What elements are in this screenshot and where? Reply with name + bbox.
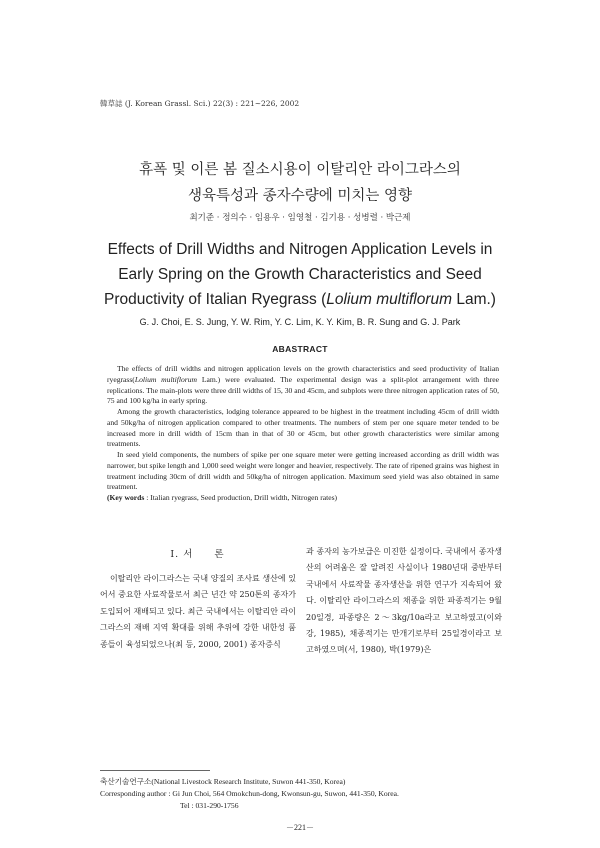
abstract-paragraph-3: In seed yield components, the numbers of spike per one square meter were getting increased according as drill width was narrower, but spike length and 1,000 seed weight were longer and heavier, respectively. The rate of ripened grains was highest in treatment including 30cm of drill width and 50kg/ha of nitrogen application. Maximum seed yield was also obtained in same treatment. [107, 450, 499, 492]
english-title-line3-post: Lam.) [452, 291, 496, 308]
footnote-divider [100, 770, 210, 771]
body-left-paragraph: 이탈리안 라이그라스는 국내 양질의 조사료 생산에 있어서 중요한 사료작물로서 최근 년간 약 250톤의 종자가 도입되어 재배되고 있다. 최근 국내에서는 이탈리안 라이그라스의 재배 지역 확대를 위해 추위에 강한 내한성 품종들이 육성되었으나(최 등, 2000, 2001) 종자증식 [100, 574, 296, 649]
keywords-text: : Italian ryegrass, Seed production, Drill width, Nitrogen rates) [144, 493, 338, 502]
abstract-p1-pre: The effects of drill widths and nitrogen application levels on the growth characteristics and seed productivity of Italian ryegrass( [107, 364, 499, 384]
english-title-line3-pre: Productivity of Italian Ryegrass ( [104, 291, 327, 308]
abstract-heading: ABASTRACT [272, 344, 328, 354]
footnote-tel: Tel : 031-290-1756 [180, 801, 239, 810]
english-title-line3 [0, 291, 600, 309]
english-title-line1: Effects of Drill Widths and Nitrogen Application Levels in [107, 241, 493, 258]
journal-reference: 韓草誌 (J. Korean Grassl. Sci.) 22(3) : 221~226, 2002 [100, 99, 300, 108]
footnote-affiliation: 축산기술연구소(National Livestock Research Institute, Suwon 441-350, Korea) [100, 777, 346, 786]
page-number: －221－ [286, 823, 314, 832]
abstract-p1-post: Lam.) were evaluated. The experimental design was a split-plot arrangement with three replications. The main-plots were three drill widths of 15, 30 and 45cm, and subplots were three nitrogen application rates of 50, 75 and 100 kg/ha in early spring. [107, 374, 499, 406]
abstract-paragraph-2: Among the growth characteristics, lodging tolerance appeared to be highest in the treatment including 45cm of drill width and 50kg/ha of nitrogen application compared to other treatments. The numbers of stem per one square meter tended to be increased more in drill width of 15cm than in that of 30 or 45cm, but other growth characteristics were similar among treatments. [107, 407, 499, 449]
body-column-right [306, 544, 502, 659]
body-column-left [100, 571, 296, 653]
korean-title-line2: 생육특성과 종자수량에 미치는 영향 [188, 188, 412, 204]
section-heading-introduction: Ⅰ. 서 론 [170, 549, 225, 560]
footnote [100, 776, 510, 812]
keywords [107, 493, 499, 504]
abstract-p1-species: Lolium multiflorum [134, 374, 198, 384]
body-right-paragraph: 과 종자의 농가보급은 미진한 실정이다. 국내에서 종자생산의 어려움은 잘 알려진 사실이나 1980년대 중반부터 국내에서 사료작물 종자생산을 위한 연구가 지속되어 왔다. 이탈리안 라이그라스의 채종을 위한 파종적기는 9월 20일경, 파종량은 2～3kg/10a라고 보고하였고(이와 강, 1985), 채종적기는 만개기로부터 25일경이라고 보고하였으며(서, 1980), 박(1979)은 [306, 547, 502, 655]
english-title-species: Lolium multiflorum [326, 291, 453, 308]
footnote-corresponding: Corresponding author : Gi Jun Choi, 564 Omokchun-dong, Kwonsun-gu, Suwon, 441-350, Korea. [100, 789, 399, 798]
keywords-label: (Key words [107, 493, 145, 502]
korean-title-line1: 휴폭 및 이른 봄 질소시용이 이탈리안 라이그라스의 [139, 162, 461, 178]
english-authors: G. J. Choi, E. S. Jung, Y. W. Rim, Y. C. Lim, K. Y. Kim, B. R. Sung and G. J. Park [139, 317, 461, 327]
abstract-paragraph-1 [107, 364, 499, 407]
abstract-body [107, 364, 499, 504]
english-title-line2: Early Spring on the Growth Characteristics and Seed [118, 266, 482, 283]
korean-authors: 최기준 · 정의수 · 임용우 · 임영철 · 김기용 · 성병렬 · 박근제 [189, 213, 411, 223]
